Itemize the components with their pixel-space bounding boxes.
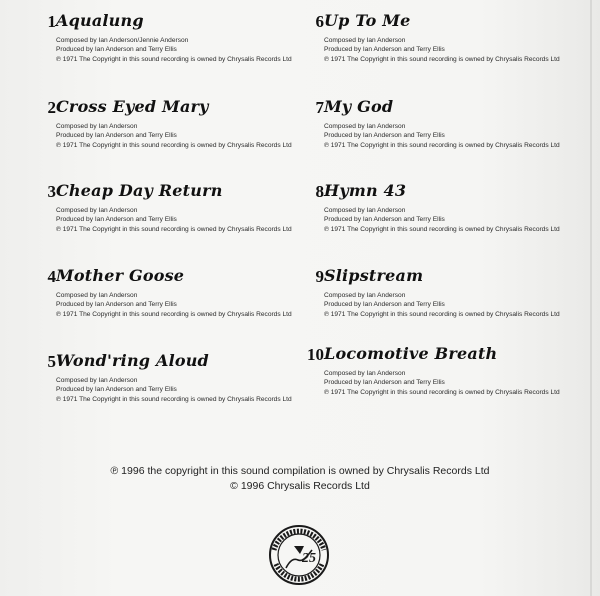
credit-copyright: ℗ 1971 The Copyright in this sound recording is owned by Chrysalis Records Ltd — [324, 55, 560, 63]
seal-icon — [268, 524, 330, 586]
track-credits — [324, 36, 560, 64]
track-title: Up To Me — [324, 11, 411, 30]
credit-composer: Composed by Ian Anderson — [56, 292, 138, 299]
credit-producer: Produced by Ian Anderson and Terry Ellis — [324, 46, 445, 54]
credit-composer: Composed by Ian Anderson — [56, 123, 138, 130]
credit-producer: Produced by Ian Anderson and Terry Ellis — [324, 301, 445, 309]
track-credits — [56, 36, 292, 64]
compilation-copyright — [0, 464, 600, 494]
credit-copyright: ℗ 1971 The Copyright in this sound recording is owned by Chrysalis Records Ltd — [324, 388, 560, 396]
credit-composer: Composed by Ian Anderson — [324, 292, 406, 299]
credit-composer: Composed by Ian Anderson — [324, 37, 406, 44]
track-number: 1 — [47, 12, 56, 31]
track-title: Mother Goose — [56, 266, 185, 285]
track-credits — [324, 369, 560, 397]
track-number: 7 — [315, 98, 324, 117]
credit-copyright: ℗ 1971 The Copyright in this sound recording is owned by Chrysalis Records Ltd — [56, 310, 292, 318]
track-number: 10 — [307, 345, 324, 364]
track-number: 3 — [47, 182, 56, 201]
track-number: 2 — [47, 98, 56, 117]
credit-producer: Produced by Ian Anderson and Terry Ellis — [56, 216, 177, 224]
track-title: Cheap Day Return — [56, 181, 223, 200]
credit-copyright: ℗ 1971 The Copyright in this sound recording is owned by Chrysalis Records Ltd — [324, 141, 560, 149]
credit-copyright: ℗ 1971 The Copyright in this sound recording is owned by Chrysalis Records Ltd — [324, 225, 560, 233]
credit-composer: Composed by Ian Anderson — [56, 377, 138, 384]
footer-phonogram-line: ℗ 1996 the copyright in this sound compilation is owned by Chrysalis Records Ltd — [110, 465, 490, 477]
track-title: Cross Eyed Mary — [56, 97, 209, 116]
credit-composer: Composed by Ian Anderson — [56, 207, 138, 214]
credit-producer: Produced by Ian Anderson and Terry Ellis — [324, 216, 445, 224]
track-title: Wond'ring Aloud — [56, 351, 209, 370]
credit-composer: Composed by Ian Anderson — [324, 123, 406, 130]
track-title: My God — [324, 97, 394, 116]
track-number: 8 — [315, 182, 324, 201]
track-credits — [56, 291, 292, 319]
track-title: Locomotive Breath — [324, 344, 498, 363]
track-credits — [324, 291, 560, 319]
credit-producer: Produced by Ian Anderson and Terry Ellis — [56, 301, 177, 309]
track-credits — [56, 206, 292, 234]
credit-producer: Produced by Ian Anderson and Terry Ellis — [56, 46, 177, 54]
track-credits — [324, 122, 560, 150]
track-credits — [56, 376, 292, 404]
credit-copyright: ℗ 1971 The Copyright in this sound recording is owned by Chrysalis Records Ltd — [56, 141, 292, 149]
credit-copyright: ℗ 1971 The Copyright in this sound recording is owned by Chrysalis Records Ltd — [56, 55, 292, 63]
credit-producer: Produced by Ian Anderson and Terry Ellis — [56, 386, 177, 394]
track-credits — [56, 122, 292, 150]
track-title: Aqualung — [56, 11, 144, 30]
credit-producer: Produced by Ian Anderson and Terry Ellis — [56, 132, 177, 140]
credit-copyright: ℗ 1971 The Copyright in this sound recording is owned by Chrysalis Records Ltd — [324, 310, 560, 318]
credit-producer: Produced by Ian Anderson and Terry Ellis — [324, 379, 445, 387]
track-title: Hymn 43 — [324, 181, 407, 200]
track-number: 4 — [47, 267, 56, 286]
track-credits — [324, 206, 560, 234]
credit-composer: Composed by Ian Anderson — [324, 207, 406, 214]
footer-copyright-line: © 1996 Chrysalis Records Ltd — [230, 480, 370, 492]
track-title: Slipstream — [324, 266, 424, 285]
credit-composer: Composed by Ian Anderson — [324, 370, 406, 377]
track-number: 6 — [315, 12, 324, 31]
seal-number: 25 — [302, 551, 316, 566]
page-fold — [590, 0, 592, 596]
credit-copyright: ℗ 1971 The Copyright in this sound recording is owned by Chrysalis Records Ltd — [56, 395, 292, 403]
credit-composer: Composed by Ian Anderson/Jennie Anderson — [56, 37, 189, 44]
track-number: 5 — [47, 352, 56, 371]
credit-producer: Produced by Ian Anderson and Terry Ellis — [324, 132, 445, 140]
credit-copyright: ℗ 1971 The Copyright in this sound recording is owned by Chrysalis Records Ltd — [56, 225, 292, 233]
anniversary-seal-logo — [268, 524, 330, 586]
track-number: 9 — [315, 267, 324, 286]
